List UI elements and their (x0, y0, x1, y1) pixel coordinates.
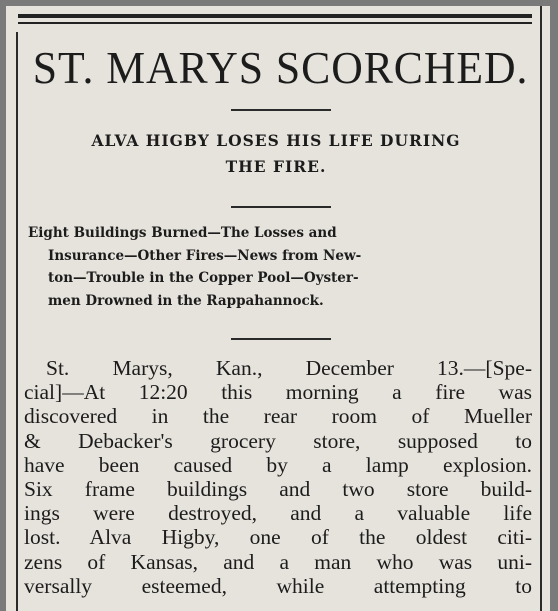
subheadline-line: ALVA HIGBY LOSES HIS LIFE DURING (91, 131, 461, 150)
column-left-rule (16, 32, 18, 611)
body-line: & Debacker's grocery store, supposed to (24, 428, 532, 453)
separator-rule-3 (231, 338, 331, 340)
column-right-rule (540, 6, 542, 611)
summary-deck (28, 222, 528, 312)
top-double-rule (18, 14, 532, 18)
body-line: have been caused by a lamp explosion. (24, 452, 532, 477)
subheadline-line: THE FIRE. (225, 157, 327, 176)
body-line: cial]—At 12:20 this morning a fire was (24, 380, 532, 405)
body-line: versally esteemed, while attempting to (24, 573, 532, 598)
separator-rule-2 (231, 206, 331, 208)
article-body (24, 356, 532, 598)
deck-line: men Drowned in the Rappahannock. (48, 292, 324, 309)
body-line: zens of Kansas, and a man who was uni- (24, 549, 532, 574)
deck-line: Eight Buildings Burned—The Losses and (28, 225, 337, 241)
body-line: St. Marys, Kan., December 13.—[Spe- (46, 356, 532, 380)
body-line: ings were destroyed, and a valuable life (24, 501, 532, 526)
headline: ST. MARYS SCORCHED. (32, 42, 529, 93)
separator-rule-1 (231, 109, 331, 111)
deck-line: ton—Trouble in the Copper Pool—Oyster- (48, 270, 359, 286)
deck-line: Insurance—Other Fires—News from New- (48, 247, 362, 264)
subheadline (20, 128, 532, 180)
body-line: lost. Alva Higby, one of the oldest citi- (24, 525, 532, 550)
body-line: discovered in the rear room of Mueller (24, 404, 532, 429)
top-thin-rule (18, 22, 532, 24)
newspaper-clipping (6, 6, 550, 611)
body-line: Six frame buildings and two store build- (24, 477, 532, 502)
